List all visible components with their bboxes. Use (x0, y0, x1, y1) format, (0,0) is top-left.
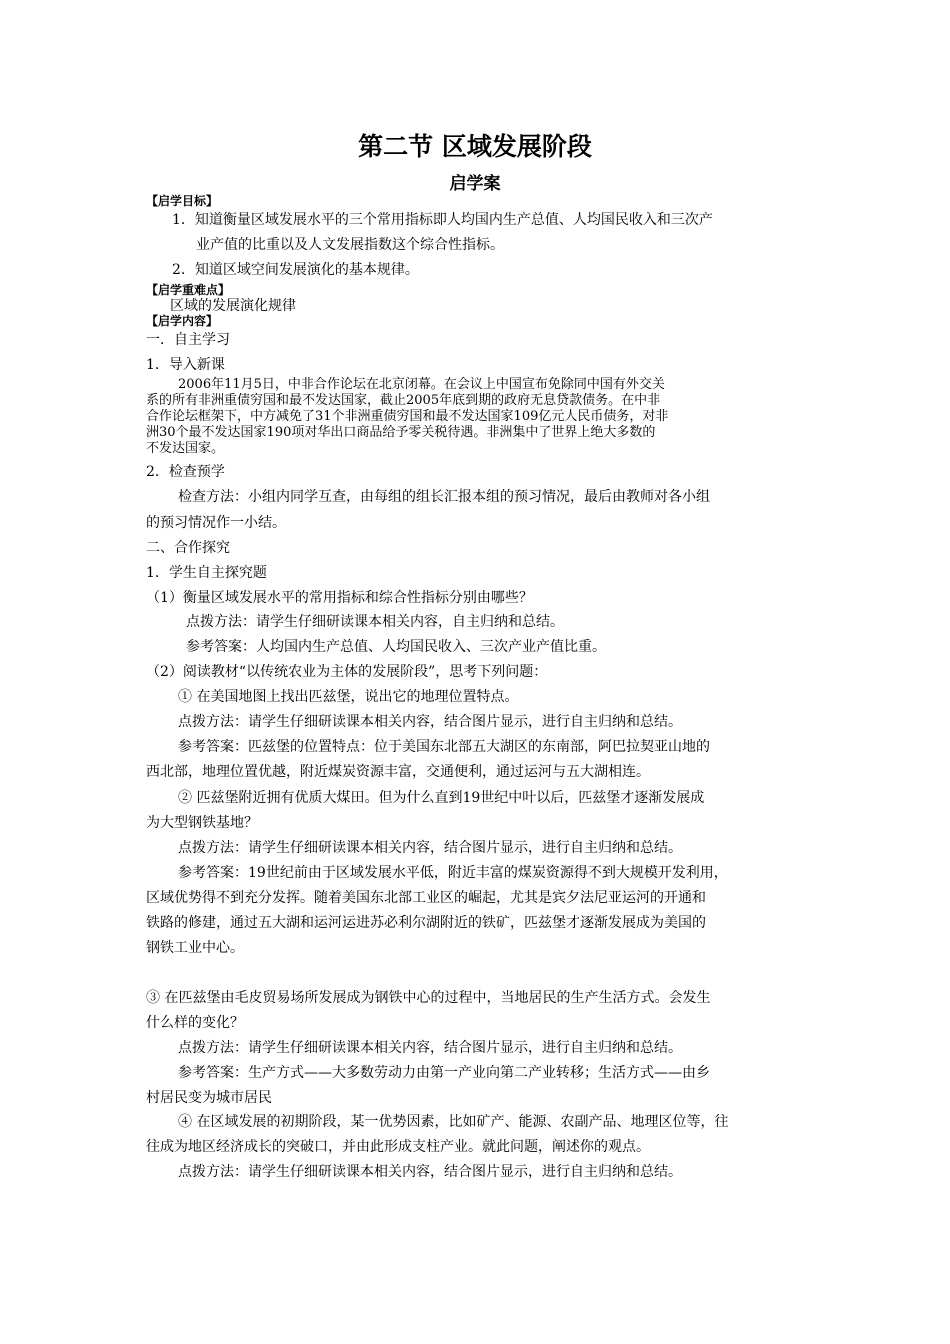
objective-item-1-cont: 业产值的比重以及人文发展指数这个综合性指标。 (196, 237, 504, 253)
question-2-4-line: ④ 在区域发展的初期阶段，某一优势因素，比如矿产、能源、农副产品、地理区位等，往 (178, 1114, 729, 1130)
question-2-2-line: 为大型钢铁基地？ (146, 815, 258, 831)
question-1-answer: 参考答案：人均国内生产总值、人均国民收入、三次产业产值比重。 (186, 639, 606, 655)
question-2-2-line: ② 匹兹堡附近拥有优质大煤田。但为什么直到19世纪中叶以后，匹兹堡才逐渐发展成 (178, 790, 705, 806)
question-1: （1）衡量区域发展水平的常用指标和综合性指标分别由哪些？ (146, 590, 533, 606)
question-2-4-hint: 点拨方法：请学生仔细研读课本相关内容，结合图片显示，进行自主归纳和总结。 (178, 1164, 682, 1180)
intro-paragraph-line: 2006年11月5日，中非合作论坛在北京闭幕。在会议上中国宣布免除同中国有外交关 (178, 377, 665, 392)
intro-paragraph-line: 不发达国家。 (146, 441, 225, 456)
section-2-item-1: 1．学生自主探究题 (146, 565, 267, 581)
question-2-3-line: ③ 在匹兹堡由毛皮贸易场所发展成为钢铁中心的过程中，当地居民的生产生活方式。会发生 (146, 990, 711, 1006)
question-2-1-answer-line: 参考答案：匹兹堡的位置特点：位于美国东北部五大湖区的东南部，阿巴拉契亚山地的 (178, 739, 710, 755)
question-2-3-hint: 点拨方法：请学生仔细研读课本相关内容，结合图片显示，进行自主归纳和总结。 (178, 1040, 682, 1056)
question-2-2-answer-line: 区域优势得不到充分发挥。随着美国东北部工业区的崛起，尤其是宾夕法尼亚运河的开通和 (146, 890, 706, 906)
question-1-hint: 点拨方法：请学生仔细研读课本相关内容，自主归纳和总结。 (186, 614, 564, 630)
section-2-heading: 二、合作探究 (146, 540, 230, 556)
page-subtitle: 启学案 (449, 174, 501, 194)
objective-item-2: 2．知道区域空间发展演化的基本规律。 (172, 262, 419, 278)
key-points-heading: 【启学重难点】 (146, 283, 231, 297)
check-paragraph-line: 的预习情况作一小结。 (146, 515, 286, 531)
intro-paragraph-line: 洲30个最不发达国家190项对华出口商品给予零关税待遇。非洲集中了世界上绝大多数的 (146, 425, 656, 440)
question-2: （2）阅读教材“以传统农业为主体的发展阶段”，思考下列问题： (146, 664, 548, 680)
question-2-2-answer-line: 钢铁工业中心。 (146, 940, 244, 956)
check-paragraph-line: 检查方法：小组内同学互查，由每组的组长汇报本组的预习情况，最后由教师对各小组 (178, 489, 710, 505)
question-2-3-answer-line: 村居民变为城市居民 (146, 1090, 272, 1106)
question-2-4-line: 往成为地区经济成长的突破口，并由此形成支柱产业。就此问题，阐述你的观点。 (146, 1139, 650, 1155)
question-2-3-line: 什么样的变化？ (146, 1015, 244, 1031)
question-2-3-answer-line: 参考答案：生产方式——大多数劳动力由第一产业向第二产业转移；生活方式——由乡 (178, 1065, 710, 1081)
question-2-2-hint: 点拨方法：请学生仔细研读课本相关内容，结合图片显示，进行自主归纳和总结。 (178, 840, 682, 856)
key-points-text: 区域的发展演化规律 (170, 298, 296, 314)
intro-paragraph-line: 合作论坛框架下，中方减免了31个非洲重债穷国和最不发达国家109亿元人民币债务，对非 (146, 409, 669, 424)
objective-item-1: 1．知道衡量区域发展水平的三个常用指标即人均国内生产总值、人均国民收入和三次产 (172, 212, 713, 228)
question-2-2-answer-line: 参考答案：19世纪前由于区域发展水平低，附近丰富的煤炭资源得不到大规模开发利用， (178, 865, 728, 881)
page-title: 第二节 区域发展阶段 (358, 132, 592, 161)
section-1-item-1: 1．导入新课 (146, 357, 225, 373)
question-2-1-answer-line: 西北部，地理位置优越，附近煤炭资源丰富，交通便利，通过运河与五大湖相连。 (146, 764, 650, 780)
question-2-2-answer-line: 铁路的修建，通过五大湖和运河运进苏必利尔湖附近的铁矿，匹兹堡才逐渐发展成为美国的 (146, 915, 706, 931)
section-1-item-2: 2．检查预学 (146, 464, 225, 480)
intro-paragraph-line: 系的所有非洲重债穷国和最不发达国家，截止2005年底到期的政府无息贷款债务。在中非 (146, 393, 661, 408)
content-heading: 【启学内容】 (146, 314, 219, 328)
objectives-heading: 【启学目标】 (146, 194, 219, 208)
question-2-1-hint: 点拨方法：请学生仔细研读课本相关内容，结合图片显示，进行自主归纳和总结。 (178, 714, 682, 730)
question-2-1: ① 在美国地图上找出匹兹堡，说出它的地理位置特点。 (178, 689, 519, 705)
section-1-heading: 一．自主学习 (146, 332, 230, 348)
